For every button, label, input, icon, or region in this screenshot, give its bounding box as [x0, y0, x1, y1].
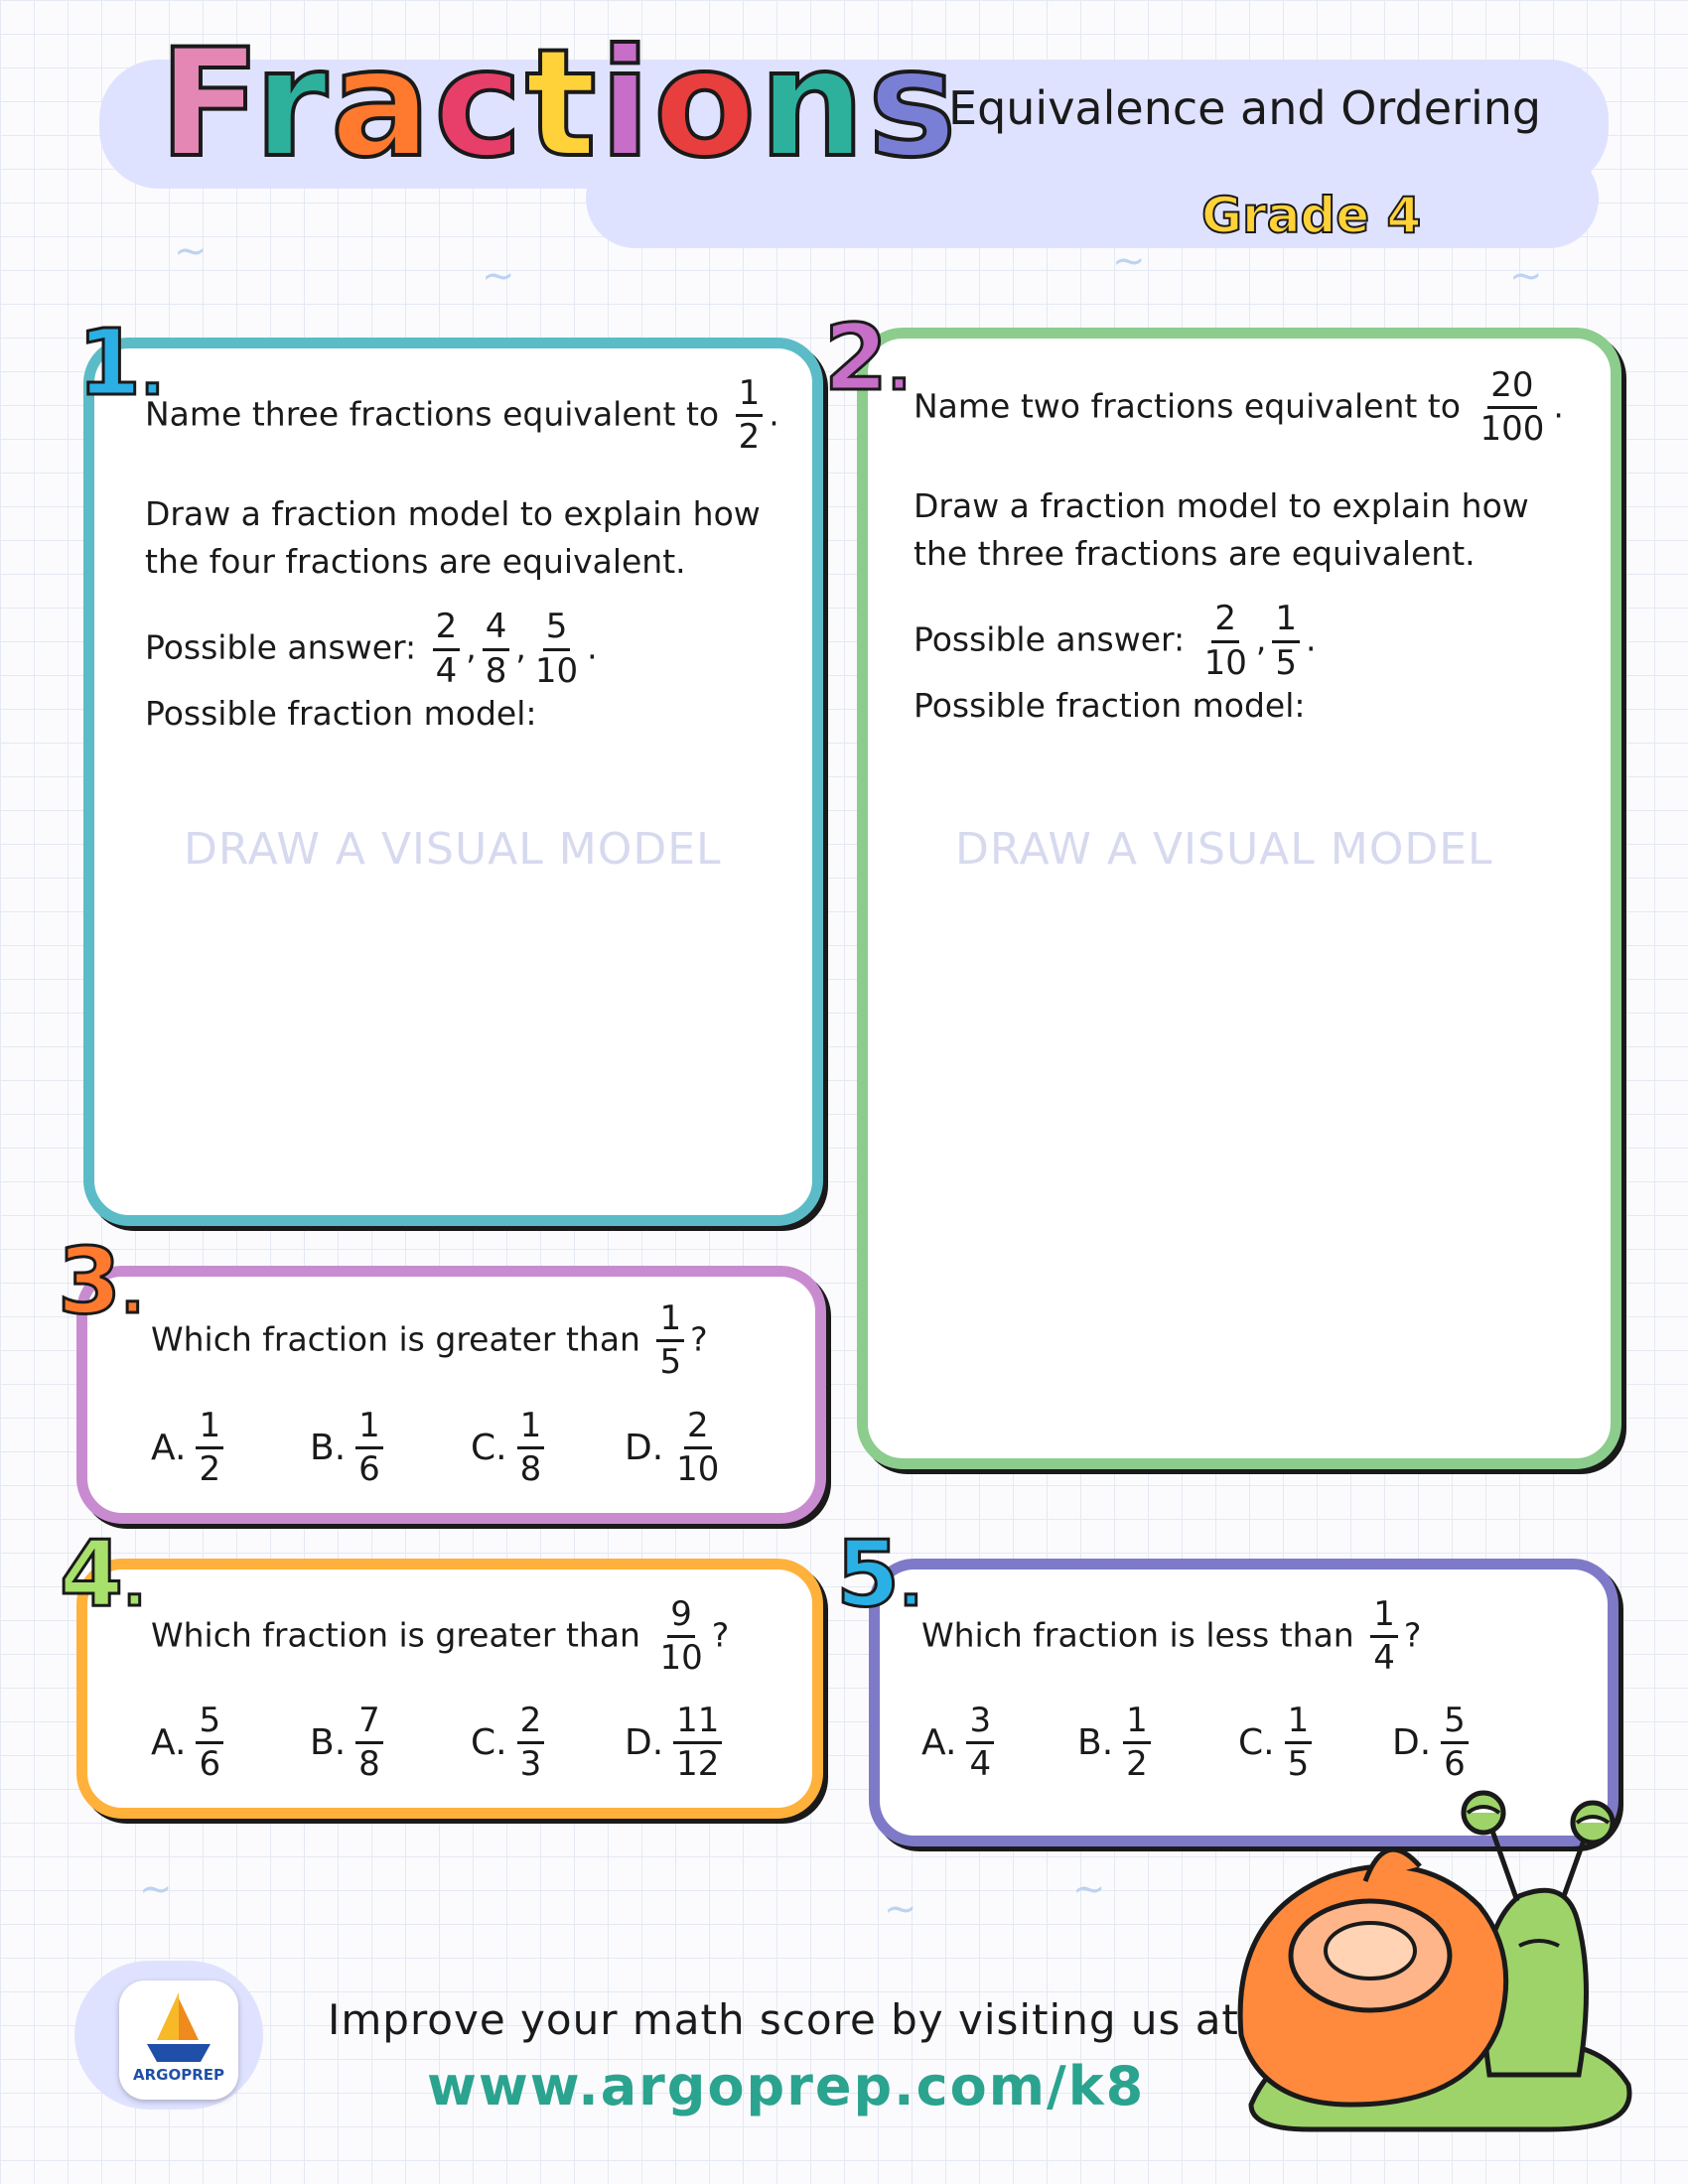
fraction: $\frac{1}{5}$: [656, 1300, 684, 1382]
question-3-choices: [151, 1408, 728, 1489]
question-1-intro: Name three fractions equivalent to $\frac{1}{2}$ .: [145, 373, 779, 458]
question-number-3: 3.: [58, 1228, 144, 1334]
choice-b[interactable]: B. $\frac{1}{6}$: [310, 1408, 471, 1489]
splash-decoration: ~: [884, 1886, 917, 1932]
question-4-prompt: Which fraction is greater than $\frac{9}{10}$ ?: [151, 1594, 730, 1679]
page-subtitle: Equivalence and Ordering: [948, 81, 1542, 135]
grade-label: Grade 4: [1201, 187, 1422, 244]
choice-c[interactable]: C. $\frac{1}{5}$: [1238, 1703, 1392, 1784]
question-5-choices: [921, 1703, 1475, 1784]
question-2-model-label: Possible fraction model:: [914, 686, 1306, 726]
fraction: $\frac{1}{2}$: [736, 375, 764, 457]
question-1-model-label: Possible fraction model:: [145, 694, 537, 734]
fraction: $\frac{2}{4}$: [433, 609, 461, 690]
question-1-answer: Possible answer: $\frac{2}{4}$ , $\frac{4}{8}$ , $\frac{5}{10}$ .: [145, 607, 598, 691]
choice-a[interactable]: A. $\frac{1}{2}$: [151, 1408, 310, 1489]
question-2-intro: Name two fractions equivalent to $\frac{20}{100}$ .: [914, 365, 1564, 450]
question-1-instruction: Draw a fraction model to explain how the four fractions are equivalent.: [145, 493, 761, 581]
choice-c[interactable]: C. $\frac{1}{8}$: [471, 1408, 625, 1489]
splash-decoration: ~: [174, 228, 208, 274]
choice-b[interactable]: B. $\frac{7}{8}$: [310, 1703, 471, 1784]
snail-illustration: [1221, 1787, 1658, 2144]
question-2-text: [914, 367, 1589, 730]
title-letter: r: [253, 18, 331, 191]
choice-c[interactable]: C. $\frac{2}{3}$: [471, 1703, 625, 1784]
question-4-choices: [151, 1703, 728, 1784]
fraction: $\frac{5}{10}$: [534, 607, 579, 691]
title-letter: a: [330, 18, 435, 191]
splash-decoration: ~: [482, 253, 515, 299]
page-title: [159, 18, 960, 191]
choice-a[interactable]: A. $\frac{5}{6}$: [151, 1703, 310, 1784]
footer-text: Improve your math score by visiting us at: [328, 1995, 1239, 2044]
question-2-model-area[interactable]: DRAW A VISUAL MODEL: [955, 824, 1493, 875]
website-link[interactable]: www.argoprep.com/k8: [427, 2055, 1146, 2117]
fraction: $\frac{9}{10}$: [659, 1594, 703, 1679]
title-letter: c: [434, 18, 526, 191]
question-5-prompt: Which fraction is less than $\frac{1}{4}$ ?: [921, 1594, 1422, 1679]
question-1-model-area[interactable]: DRAW A VISUAL MODEL: [184, 824, 722, 875]
fraction: $\frac{1}{4}$: [1370, 1596, 1398, 1678]
fraction: $\frac{20}{100}$: [1479, 365, 1545, 450]
choice-d[interactable]: D. $\frac{2}{10}$: [625, 1406, 720, 1490]
splash-decoration: ~: [139, 1866, 173, 1912]
question-number-1: 1.: [77, 310, 164, 416]
question-number-5: 5.: [836, 1521, 922, 1627]
question-number-4: 4.: [60, 1521, 146, 1627]
splash-decoration: ~: [1072, 1866, 1106, 1912]
question-3-prompt: Which fraction is greater than $\frac{1}{5}$ ?: [151, 1298, 708, 1383]
choice-a[interactable]: A. $\frac{3}{4}$: [921, 1703, 1077, 1784]
title-letter: i: [599, 18, 654, 191]
splash-decoration: ~: [1509, 253, 1543, 299]
choice-d[interactable]: D. $\frac{11}{12}$: [625, 1703, 728, 1784]
title-letter: s: [868, 18, 960, 191]
splash-decoration: ~: [1112, 238, 1146, 284]
fraction: $\frac{4}{8}$: [483, 609, 510, 690]
question-2-answer: Possible answer: $\frac{2}{10}$ , $\frac{1}{5}$ .: [914, 599, 1317, 683]
choice-d[interactable]: D. $\frac{5}{6}$: [1392, 1703, 1475, 1784]
question-1-text: [145, 375, 800, 738]
title-letter: o: [653, 18, 760, 191]
choice-b[interactable]: B. $\frac{1}{2}$: [1077, 1703, 1238, 1784]
title-letter: n: [759, 18, 869, 191]
title-letter: t: [525, 18, 600, 191]
argoprep-logo[interactable]: [119, 1980, 238, 2100]
fraction: $\frac{2}{10}$: [1203, 599, 1247, 683]
logo-text: ARGOPREP: [132, 2066, 224, 2084]
question-2-instruction: Draw a fraction model to explain how the three fractions are equivalent.: [914, 485, 1529, 573]
fraction: $\frac{1}{5}$: [1272, 601, 1300, 682]
title-letter: F: [159, 18, 254, 191]
question-number-2: 2.: [824, 305, 911, 411]
ship-icon: [119, 1980, 238, 2066]
